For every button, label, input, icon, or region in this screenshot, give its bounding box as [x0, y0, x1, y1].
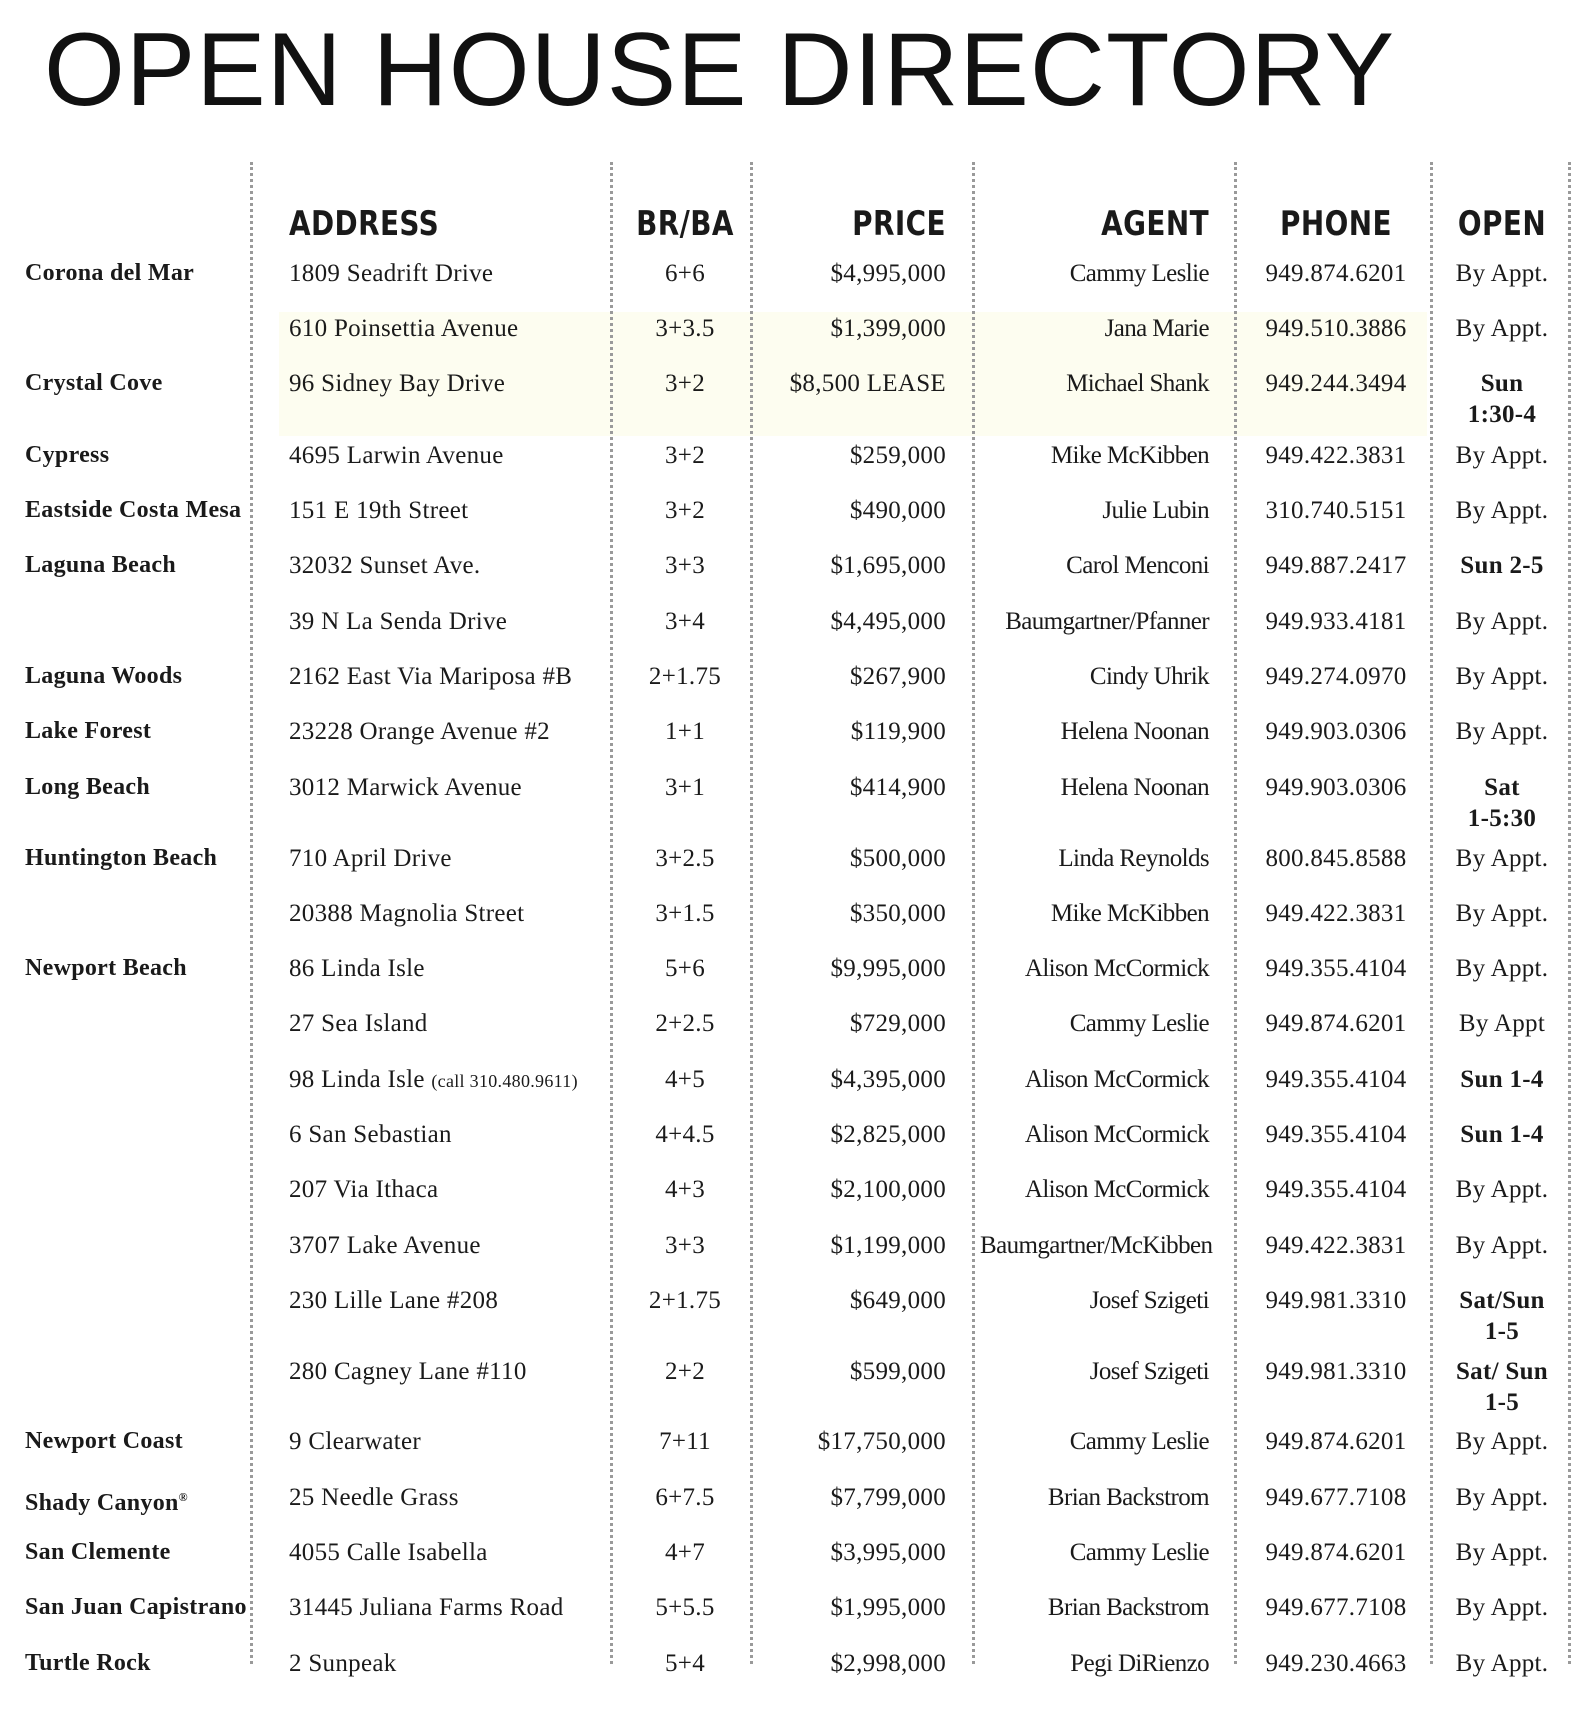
agent-cell: Brian Backstrom	[1047, 1594, 1209, 1621]
address-cell	[289, 440, 504, 471]
open-line: Sat/ Sun	[1455, 1358, 1549, 1385]
open-cell	[1432, 716, 1572, 747]
phone-cell: 949.874.6201	[1265, 260, 1407, 287]
header-phone: PHONE	[1280, 204, 1392, 244]
open-cell	[1432, 368, 1572, 430]
brba-cell: 2+2	[665, 1358, 705, 1385]
price-cell: $4,395,000	[830, 1066, 946, 1093]
price-cell: $3,995,000	[830, 1539, 946, 1566]
phone-cell: 949.510.3886	[1265, 315, 1407, 342]
price-cell: $2,998,000	[830, 1650, 946, 1677]
address-text: 39 N La Senda Drive	[289, 608, 508, 635]
address-cell	[289, 1230, 481, 1261]
agent-cell: Josef Szigeti	[1089, 1287, 1209, 1314]
brba-cell: 3+2	[665, 497, 705, 524]
address-text: 1809 Seadrift Drive	[289, 260, 494, 287]
brba-cell: 1+1	[665, 718, 705, 745]
open-line: By Appt.	[1455, 1484, 1549, 1511]
brba-cell: 4+5	[665, 1066, 705, 1093]
address-cell	[289, 1426, 421, 1457]
area-cell: Laguna Woods	[25, 663, 183, 689]
open-line: By Appt.	[1455, 1176, 1549, 1203]
address-text: 230 Lille Lane #208	[289, 1287, 499, 1314]
price-cell: $1,399,000	[830, 315, 946, 342]
open-cell	[1432, 661, 1572, 692]
address-cell	[289, 1648, 397, 1679]
open-cell	[1432, 898, 1572, 929]
agent-cell: Jana Marie	[1104, 315, 1209, 342]
address-cell	[289, 495, 468, 526]
open-cell	[1432, 550, 1572, 581]
open-cell	[1432, 953, 1572, 984]
price-cell: $9,995,000	[830, 955, 946, 982]
agent-cell: Cammy Leslie	[1069, 1428, 1209, 1455]
open-line: Sat/Sun	[1459, 1287, 1545, 1314]
area-cell: Newport Coast	[25, 1428, 183, 1454]
open-cell	[1432, 1482, 1572, 1513]
brba-cell: 3+1.5	[655, 900, 715, 927]
phone-cell: 949.981.3310	[1265, 1287, 1407, 1314]
brba-cell: 6+6	[665, 260, 705, 287]
address-cell	[289, 953, 425, 984]
phone-cell: 949.230.4663	[1265, 1650, 1407, 1677]
area-cell: Shady Canyon®	[25, 1490, 188, 1516]
brba-cell: 5+4	[665, 1650, 705, 1677]
address-cell	[289, 1537, 488, 1568]
agent-cell: Alison McCormick	[1024, 1176, 1209, 1203]
price-cell: $119,900	[850, 718, 946, 745]
agent-cell: Cammy Leslie	[1069, 260, 1209, 287]
header-address: ADDRESS	[289, 204, 440, 244]
agent-cell: Julie Lubin	[1102, 497, 1209, 524]
address-cell	[289, 1356, 527, 1387]
open-line: By Appt.	[1455, 1594, 1549, 1621]
area-cell: Laguna Beach	[25, 552, 176, 578]
brba-cell: 2+1.75	[648, 1287, 722, 1314]
price-cell: $7,799,000	[830, 1484, 946, 1511]
brba-cell: 4+7	[665, 1539, 705, 1566]
open-line: 1-5	[1484, 1389, 1520, 1416]
address-text: 151 E 19th Street	[289, 497, 469, 524]
address-cell	[289, 1008, 428, 1039]
brba-cell: 3+2	[665, 370, 705, 397]
brba-cell: 3+3	[665, 1232, 705, 1259]
open-line: By Appt.	[1455, 260, 1549, 287]
address-text: 27 Sea Island	[289, 1010, 428, 1037]
open-line: By Appt.	[1455, 1428, 1549, 1455]
open-line: By Appt.	[1455, 955, 1549, 982]
price-cell: $259,000	[849, 442, 946, 469]
agent-cell: Cammy Leslie	[1069, 1539, 1209, 1566]
address-cell	[289, 313, 518, 344]
open-cell	[1432, 258, 1572, 289]
address-cell	[289, 1592, 564, 1623]
address-cell	[289, 898, 524, 929]
address-text: 4055 Calle Isabella	[289, 1539, 488, 1566]
address-text: 710 April Drive	[289, 845, 452, 872]
agent-cell: Brian Backstrom	[1047, 1484, 1209, 1511]
address-text: 280 Cagney Lane #110	[289, 1358, 527, 1385]
price-cell: $2,825,000	[830, 1121, 946, 1148]
agent-cell: Alison McCormick	[1024, 955, 1209, 982]
address-cell	[289, 258, 493, 289]
address-text: 3707 Lake Avenue	[289, 1232, 481, 1259]
address-text: 31445 Juliana Farms Road	[289, 1594, 564, 1621]
phone-cell: 949.677.7108	[1265, 1594, 1407, 1621]
address-note: (call 310.480.9611)	[431, 1071, 578, 1091]
area-cell: Corona del Mar	[25, 260, 195, 286]
agent-cell: Mike McKibben	[1050, 442, 1209, 469]
open-line: By Appt.	[1455, 442, 1549, 469]
address-text: 2 Sunpeak	[289, 1650, 397, 1677]
brba-cell: 3+2	[665, 442, 705, 469]
price-cell: $1,695,000	[830, 552, 946, 579]
open-cell	[1432, 1230, 1572, 1261]
area-cell: Turtle Rock	[25, 1650, 151, 1676]
phone-cell: 949.874.6201	[1265, 1428, 1407, 1455]
open-line: 1-5:30	[1467, 805, 1537, 832]
open-line: Sat	[1484, 774, 1520, 801]
open-cell	[1432, 1119, 1572, 1150]
phone-cell: 949.355.4104	[1265, 1066, 1407, 1093]
brba-cell: 3+3.5	[655, 315, 715, 342]
open-line: Sun 1-4	[1460, 1066, 1544, 1093]
agent-cell: Baumgartner/McKibben	[980, 1232, 1213, 1259]
agent-cell: Helena Noonan	[1060, 718, 1209, 745]
brba-cell: 5+6	[665, 955, 705, 982]
area-cell: Newport Beach	[25, 955, 187, 981]
agent-cell: Helena Noonan	[1060, 774, 1209, 801]
agent-cell: Alison McCormick	[1024, 1121, 1209, 1148]
price-cell: $414,900	[849, 774, 946, 801]
brba-cell: 3+4	[665, 608, 705, 635]
price-cell: $2,100,000	[830, 1176, 946, 1203]
brba-cell: 6+7.5	[655, 1484, 715, 1511]
agent-cell: Baumgartner/Pfanner	[1005, 608, 1209, 635]
address-cell	[289, 772, 522, 803]
area-cell: San Juan Capistrano	[25, 1594, 247, 1620]
open-line: By Appt.	[1455, 1650, 1549, 1677]
address-text: 32032 Sunset Ave.	[289, 552, 481, 579]
phone-cell: 949.874.6201	[1265, 1539, 1407, 1566]
phone-cell: 949.355.4104	[1265, 955, 1407, 982]
open-cell	[1432, 1008, 1572, 1039]
agent-cell: Carol Menconi	[1066, 552, 1209, 579]
phone-cell: 949.422.3831	[1265, 442, 1407, 469]
brba-cell: 4+3	[665, 1176, 705, 1203]
address-text: 20388 Magnolia Street	[289, 900, 525, 927]
phone-cell: 949.874.6201	[1265, 1010, 1407, 1037]
phone-cell: 949.422.3831	[1265, 1232, 1407, 1259]
open-cell	[1432, 1064, 1572, 1095]
open-line: 1-5	[1484, 1318, 1520, 1345]
address-text: 207 Via Ithaca	[289, 1176, 439, 1203]
phone-cell: 949.903.0306	[1265, 774, 1407, 801]
agent-cell: Alison McCormick	[1024, 1066, 1209, 1093]
phone-cell: 949.887.2417	[1265, 552, 1407, 579]
phone-cell: 949.933.4181	[1265, 608, 1407, 635]
price-cell: $649,000	[849, 1287, 946, 1314]
address-text: 2162 East Via Mariposa #B	[289, 663, 573, 690]
agent-cell: Mike McKibben	[1050, 900, 1209, 927]
address-text: 98 Linda Isle	[289, 1066, 425, 1093]
open-cell	[1432, 1426, 1572, 1457]
price-cell: $4,995,000	[830, 260, 946, 287]
address-cell	[289, 1119, 452, 1150]
registered-mark: ®	[178, 1490, 188, 1504]
header-brba: BR/BA	[636, 204, 734, 244]
open-line: Sun 1-4	[1460, 1121, 1544, 1148]
address-cell	[289, 368, 505, 399]
price-cell: $4,495,000	[830, 608, 946, 635]
open-line: By Appt.	[1455, 497, 1549, 524]
phone-cell: 949.274.0970	[1265, 663, 1407, 690]
price-cell: $17,750,000	[817, 1428, 946, 1455]
agent-cell: Michael Shank	[1066, 370, 1209, 397]
agent-cell: Josef Szigeti	[1089, 1358, 1209, 1385]
phone-cell: 949.422.3831	[1265, 900, 1407, 927]
address-cell	[289, 843, 452, 874]
price-cell: $729,000	[849, 1010, 946, 1037]
agent-cell: Linda Reynolds	[1058, 845, 1209, 872]
brba-cell: 2+2.5	[655, 1010, 715, 1037]
open-line: Sun	[1480, 370, 1524, 397]
phone-cell: 949.244.3494	[1265, 370, 1407, 397]
phone-cell: 800.845.8588	[1265, 845, 1407, 872]
phone-cell: 949.677.7108	[1265, 1484, 1407, 1511]
open-line: 1:30-4	[1467, 401, 1537, 428]
open-line: By Appt.	[1455, 663, 1549, 690]
brba-cell: 3+3	[665, 552, 705, 579]
agent-cell: Cammy Leslie	[1069, 1010, 1209, 1037]
brba-cell: 3+1	[665, 774, 705, 801]
brba-cell: 4+4.5	[655, 1121, 715, 1148]
header-agent: AGENT	[1101, 204, 1209, 244]
address-text: 86 Linda Isle	[289, 955, 425, 982]
open-cell	[1432, 1648, 1572, 1679]
open-line: By Appt.	[1455, 1232, 1549, 1259]
brba-cell: 7+11	[659, 1428, 711, 1455]
address-cell	[289, 1285, 498, 1316]
price-cell: $267,900	[849, 663, 946, 690]
brba-cell: 5+5.5	[655, 1594, 715, 1621]
open-line: By Appt.	[1455, 845, 1549, 872]
price-cell: $1,995,000	[830, 1594, 946, 1621]
open-cell	[1432, 313, 1572, 344]
address-cell	[289, 661, 572, 692]
phone-cell: 949.355.4104	[1265, 1121, 1407, 1148]
area-cell: Huntington Beach	[25, 845, 218, 871]
open-line: By Appt.	[1455, 718, 1549, 745]
address-text: 25 Needle Grass	[289, 1484, 459, 1511]
address-text: 3012 Marwick Avenue	[289, 774, 522, 801]
open-cell	[1432, 440, 1572, 471]
area-cell: Crystal Cove	[25, 370, 163, 396]
page-title: OPEN HOUSE DIRECTORY	[44, 12, 1396, 128]
brba-cell: 3+2.5	[655, 845, 715, 872]
area-cell: Long Beach	[25, 774, 151, 800]
open-line: By Appt.	[1455, 608, 1549, 635]
open-line: By Appt.	[1455, 900, 1549, 927]
open-cell	[1432, 843, 1572, 874]
phone-cell: 949.355.4104	[1265, 1176, 1407, 1203]
header-price: PRICE	[852, 204, 946, 244]
phone-cell: 949.981.3310	[1265, 1358, 1407, 1385]
phone-cell: 310.740.5151	[1265, 497, 1407, 524]
open-line: By Appt.	[1455, 315, 1549, 342]
price-cell: $1,199,000	[830, 1232, 946, 1259]
open-cell	[1432, 1356, 1572, 1418]
open-cell	[1432, 772, 1572, 834]
address-cell	[289, 550, 480, 581]
address-cell	[289, 1064, 578, 1097]
address-cell	[289, 606, 507, 637]
phone-cell: 949.903.0306	[1265, 718, 1407, 745]
open-line: By Appt.	[1455, 1539, 1549, 1566]
address-cell	[289, 716, 550, 747]
open-cell	[1432, 495, 1572, 526]
area-cell: Cypress	[25, 442, 110, 468]
address-text: 610 Poinsettia Avenue	[289, 315, 519, 342]
address-text: 96 Sidney Bay Drive	[289, 370, 506, 397]
price-cell: $350,000	[849, 900, 946, 927]
price-cell: $500,000	[849, 845, 946, 872]
open-cell	[1432, 1592, 1572, 1623]
address-text: 4695 Larwin Avenue	[289, 442, 504, 469]
open-line: By Appt	[1458, 1010, 1546, 1037]
open-line: Sun 2-5	[1460, 552, 1544, 579]
area-cell: San Clemente	[25, 1539, 171, 1565]
header-open: OPEN	[1457, 204, 1547, 244]
address-cell	[289, 1174, 438, 1205]
price-cell: $599,000	[849, 1358, 946, 1385]
open-cell	[1432, 1537, 1572, 1568]
price-cell: $490,000	[849, 497, 946, 524]
open-cell	[1432, 1174, 1572, 1205]
area-cell: Lake Forest	[25, 718, 152, 744]
agent-cell: Pegi DiRienzo	[1070, 1650, 1209, 1677]
open-cell	[1432, 1285, 1572, 1347]
area-cell: Eastside Costa Mesa	[25, 497, 242, 523]
brba-cell: 2+1.75	[648, 663, 722, 690]
address-text: 23228 Orange Avenue #2	[289, 718, 550, 745]
address-cell	[289, 1482, 459, 1513]
address-text: 6 San Sebastian	[289, 1121, 452, 1148]
address-text: 9 Clearwater	[289, 1428, 422, 1455]
price-cell: $8,500 LEASE	[789, 370, 946, 397]
open-cell	[1432, 606, 1572, 637]
agent-cell: Cindy Uhrik	[1089, 663, 1209, 690]
